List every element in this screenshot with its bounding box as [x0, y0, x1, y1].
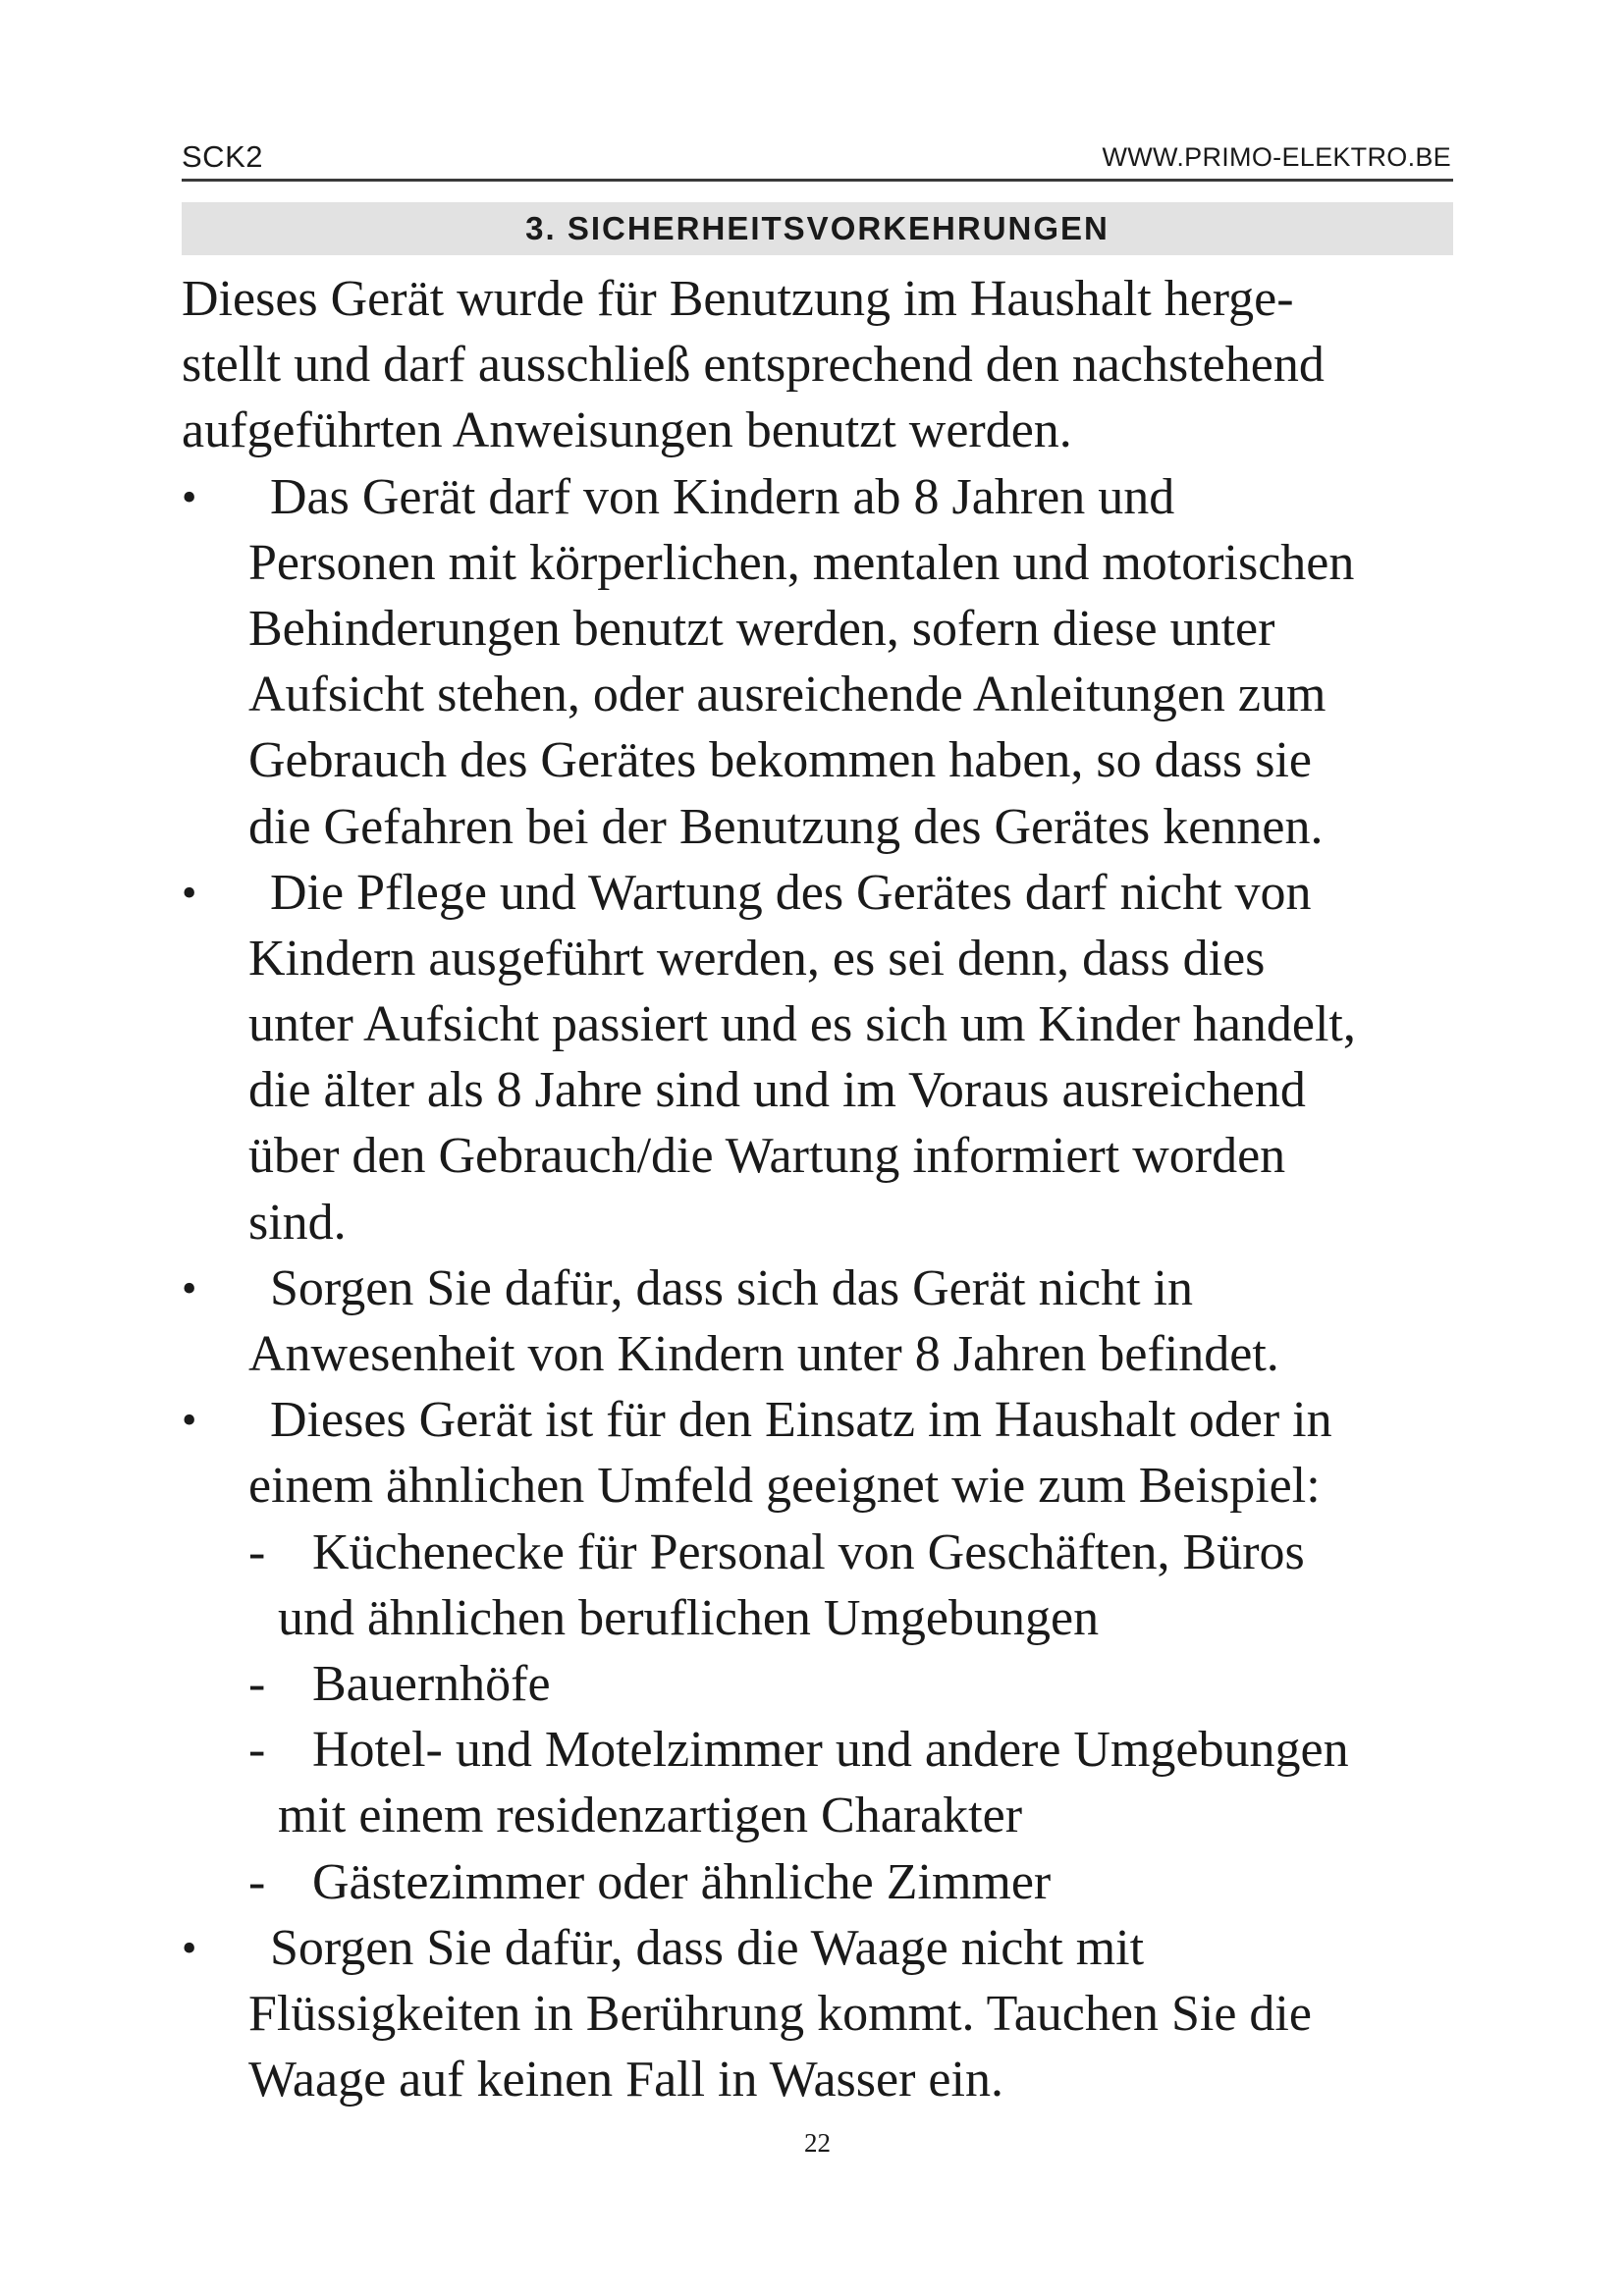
- bullet-text: Das Gerät darf von Kindern ab 8 Jahren und: [270, 468, 1175, 525]
- sub-item: [182, 1520, 1458, 1585]
- bullet-marker: •: [182, 1923, 197, 1972]
- bullet-continuation: Kindern ausgeführt werden, es sei denn, dass dies: [248, 930, 1266, 987]
- page-number: 22: [804, 2128, 831, 2158]
- bullet-continuation: sind.: [248, 1194, 347, 1251]
- bullet-continuation: Behinderungen benutzt werden, sofern diese unter: [248, 600, 1275, 657]
- intro-line: Dieses Gerät wurde für Benutzung im Haushalt herge-: [182, 271, 1294, 327]
- bullet-item: [182, 1915, 1458, 1981]
- bullet-continuation: Anwesenheit von Kindern unter 8 Jahren befindet.: [248, 1326, 1279, 1382]
- bullet-text: Die Pflege und Wartung des Gerätes darf nicht von: [270, 864, 1312, 921]
- website-url: WWW.PRIMO-ELEKTRO.BE: [1102, 142, 1451, 172]
- bullet-continuation: Aufsicht stehen, oder ausreichende Anleitungen zum: [248, 667, 1326, 723]
- bullet-continuation: unter Aufsicht passiert und es sich um Kinder handelt,: [248, 996, 1356, 1053]
- dash-marker: -: [248, 1655, 266, 1712]
- bullet-continuation: die Gefahren bei der Benutzung des Gerätes kennen.: [248, 798, 1324, 855]
- bullet-marker: •: [182, 1263, 197, 1312]
- sub-item: [182, 1717, 1458, 1783]
- sub-item-continuation: und ähnlichen beruflichen Umgebungen: [278, 1589, 1100, 1646]
- bullet-marker: •: [182, 868, 197, 917]
- sub-item: [182, 1651, 1458, 1717]
- bullet-continuation: Gebrauch des Gerätes bekommen haben, so dass sie: [248, 732, 1312, 789]
- sub-item-text: Gästezimmer oder ähnliche Zimmer: [312, 1853, 1052, 1910]
- bullet-marker: •: [182, 472, 197, 521]
- bullet-continuation: Personen mit körperlichen, mentalen und motorischen: [248, 534, 1355, 591]
- bullet-continuation: die älter als 8 Jahre sind und im Voraus ausreichend: [248, 1062, 1306, 1119]
- sub-item-text: Hotel- und Motelzimmer und andere Umgebungen: [312, 1722, 1349, 1779]
- dash-marker: -: [248, 1722, 266, 1779]
- bullet-marker: •: [182, 1396, 197, 1445]
- sub-item-continuation: mit einem residenzartigen Charakter: [278, 1788, 1023, 1844]
- bullet-continuation: Flüssigkeiten in Berührung kommt. Tauchen Sie die: [248, 1985, 1312, 2042]
- bullet-item: [182, 1387, 1458, 1453]
- body-text: [182, 266, 1458, 2112]
- document-page: [182, 0, 1453, 2296]
- bullet-text: Dieses Gerät ist für den Einsatz im Haushalt oder in: [270, 1392, 1332, 1449]
- model-label: SCK2: [182, 139, 263, 174]
- intro-line: aufgeführten Anweisungen benutzt werden.: [182, 402, 1072, 459]
- bullet-continuation: Waage auf keinen Fall in Wasser ein.: [248, 2052, 1003, 2109]
- sub-item: [182, 1849, 1458, 1915]
- bullet-item: [182, 464, 1458, 530]
- page-header: [182, 135, 1453, 182]
- section-title: 3. SICHERHEITSVORKEHRUNGEN: [182, 202, 1453, 255]
- bullet-item: [182, 1255, 1458, 1321]
- dash-marker: -: [248, 1523, 266, 1580]
- bullet-text: Sorgen Sie dafür, dass die Waage nicht mit: [270, 1919, 1145, 1976]
- intro-line: stellt und darf ausschließ entsprechend den nachstehend: [182, 337, 1325, 394]
- sub-item-text: Bauernhöfe: [312, 1655, 551, 1712]
- bullet-item: [182, 860, 1458, 926]
- bullet-text: Sorgen Sie dafür, dass sich das Gerät nicht in: [270, 1259, 1193, 1316]
- dash-marker: -: [248, 1853, 266, 1910]
- bullet-continuation: einem ähnlichen Umfeld geeignet wie zum Beispiel:: [248, 1458, 1321, 1515]
- sub-item-text: Küchenecke für Personal von Geschäften, Büros: [312, 1523, 1305, 1580]
- bullet-continuation: über den Gebrauch/die Wartung informiert worden: [248, 1128, 1286, 1185]
